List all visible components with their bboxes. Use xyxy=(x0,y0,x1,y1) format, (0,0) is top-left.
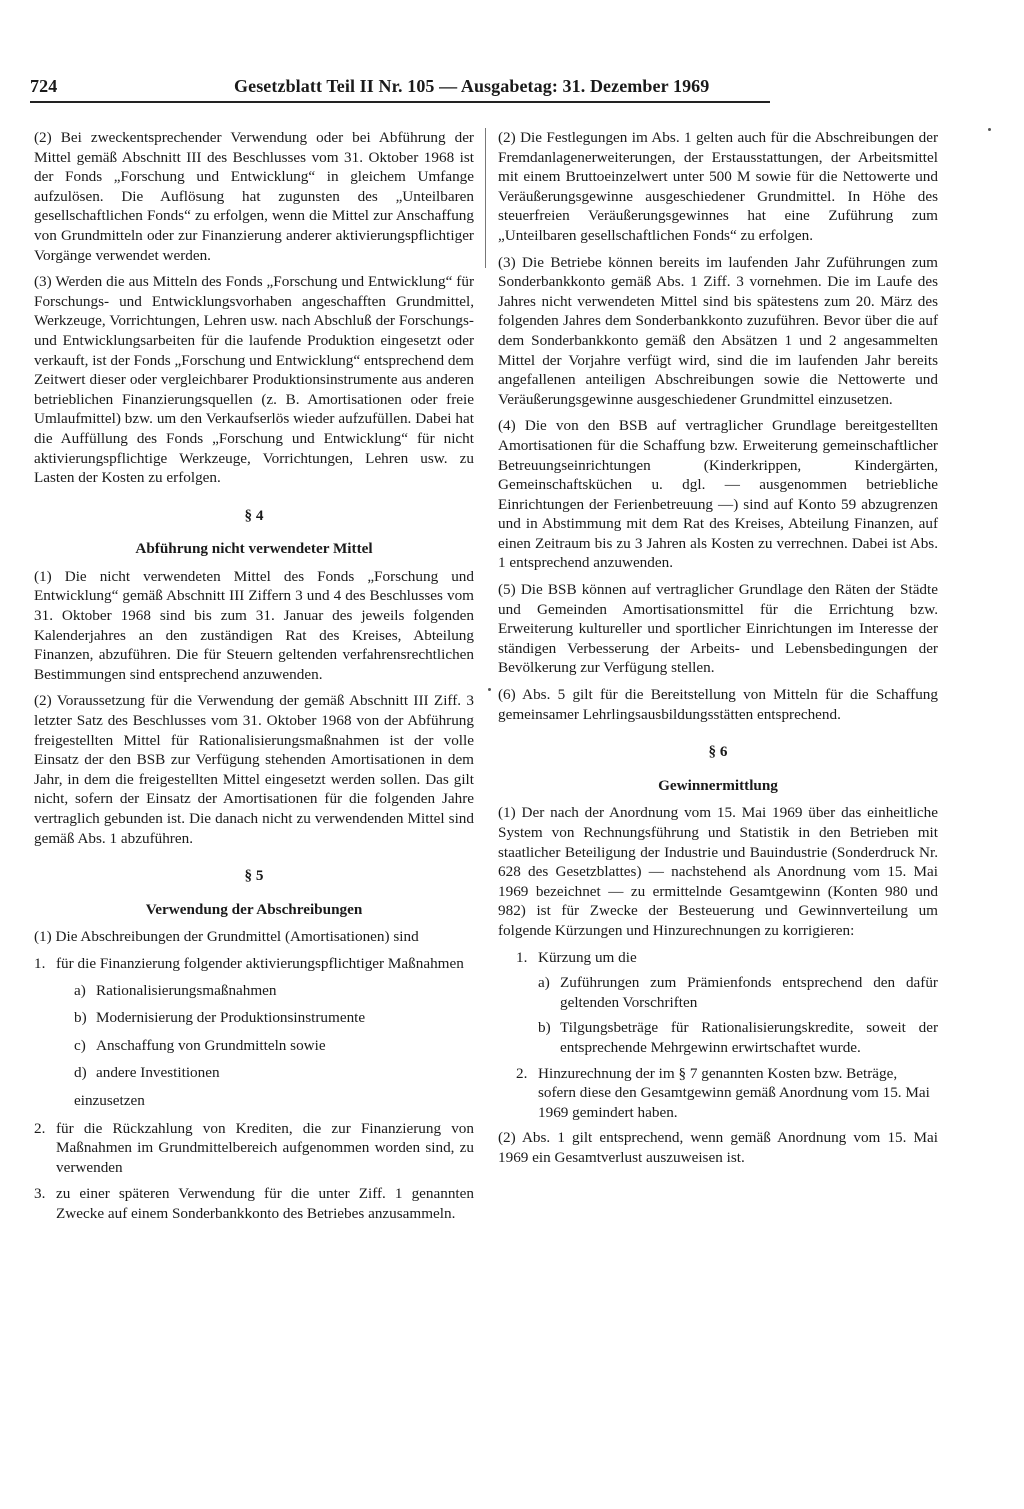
print-speck xyxy=(488,688,491,691)
header-rule xyxy=(30,101,770,103)
sublist-item-text: Zuführungen zum Prämienfonds entsprechend den dafür geltenden Vorschriften xyxy=(560,974,938,1011)
list-item xyxy=(34,1119,474,1178)
section-5-number: § 5 xyxy=(244,867,264,885)
paragraph-3: (3) Werden die aus Mitteln des Fonds „Forschung und Entwicklung“ für Forschungs- und Entwicklungsvorhaben angeschafften Grundmittel, Werkzeuge, Vorrichtungen, Lehren usw. nach Abschluß der Forschungs- und Entwicklungsarbeiten für die laufende Produktion eingesetzt oder verkauft, ist der Fonds „Forschung und Entwicklung“ entsprechend dem Zeitwert dieser oder vergleichbarer Produktionsinstrumente aus anderen betrieblichen Finanzierungsquellen (z. B. Amortisationen oder freie Umlaufmittel) bzw. um den Verkaufserlös wieder aufzufüllen. Dabei hat die Auffüllung des Fonds „Forschung und Entwicklung“ für nicht aktivierungspflichtige Werkzeuge, Vorrichtungen, Lehren usw. zu Lasten der Kosten zu erfolgen. xyxy=(34,273,474,487)
sublist-item xyxy=(34,1063,474,1083)
sublist-item xyxy=(498,1018,938,1057)
section-4-paragraph-1: (1) Die nicht verwendeten Mittel des Fonds „Forschung und Entwicklung“ gemäß Abschnitt III Ziffern 3 und 4 des Beschlusses vom 31. Oktober 1968 sind bis zum 31. Januar des jeweils folgenden Kalenderjahres an den zuständigen Rat des Kreises, Abteilung Finanzen, abzuführen. Die für Steuern geltenden verfahrensrechtlichen Bestimmungen sind entsprechend anzuwenden. xyxy=(34,567,474,683)
print-speck xyxy=(988,128,991,131)
list-marker: 2. xyxy=(516,1064,528,1082)
sublist-item xyxy=(34,1008,474,1028)
sublist-marker: d) xyxy=(74,1064,87,1082)
section-6-number: § 6 xyxy=(708,743,728,761)
list-item-text: zu einer späteren Verwendung für die unter Ziff. 1 genannten Zwecke auf einem Sonderbankkonto des Betriebes anzusammeln. xyxy=(56,1185,474,1222)
sublist-marker: b) xyxy=(538,1019,551,1037)
list-marker: 2. xyxy=(34,1119,46,1137)
list-item xyxy=(34,1184,474,1223)
list-item-text: Kürzung um die xyxy=(538,948,637,966)
list-item-text: Hinzurechnung der im § 7 genannten Kosten bzw. Beträge, sofern diese den Gesamtgewinn gemäß Anordnung vom 15. Mai 1969 gemindert haben. xyxy=(538,1064,930,1121)
right-column xyxy=(498,128,938,1175)
list-item-text: für die Finanzierung folgender aktivierungspflichtiger Maßnahmen xyxy=(56,954,464,972)
section-6-paragraph-2: (2) Abs. 1 gilt entsprechend, wenn gemäß Anordnung vom 15. Mai 1969 ein Gesamtverlust auszuweisen ist. xyxy=(498,1129,938,1166)
list-item xyxy=(498,948,938,968)
paragraph-2: (2) Bei zweckentsprechender Verwendung oder bei Abführung der Mittel gemäß Abschnitt III des Beschlusses vom 31. Oktober 1968 ist der Fonds „Forschung und Entwicklung“ in gleichem Umfange aufzulösen. Die Auflösung hat zugunsten des „Unteilbaren gesellschaftlichen Fonds“ zu erfolgen, wenn die Mittel zur Anschaffung von Grundmitteln oder zur Finanzierung anderer aktivierungspflichtiger Vorgänge verwendet werden. xyxy=(34,129,474,264)
sublist-marker: a) xyxy=(74,981,86,999)
section-4-paragraph-2: (2) Voraussetzung für die Verwendung der gemäß Abschnitt III Ziff. 3 letzter Satz des Beschlusses vom 31. Oktober 1968 von der Abführung freigestellten Mittel für Rationalisierungsmaßnahmen ist der volle Einsatz der den BSB zur Verfügung stehenden Amortisationen in dem Jahr, in dem die freigestellten Mittel eingesetzt werden sollen. Das gilt nicht, sofern der Einsatz der Amortisationen für die folgenden Jahre vertraglich gebunden ist. Die danach nicht zu verwendenden Mittel sind gemäß Abs. 1 abzuführen. xyxy=(34,692,474,847)
sublist-item-text: Rationalisierungsmaßnahmen xyxy=(96,981,277,999)
sublist-marker: a) xyxy=(538,974,550,992)
section-5-paragraph-1: (1) Die Abschreibungen der Grundmittel (Amortisationen) sind xyxy=(34,928,419,946)
section-6-paragraph-1: (1) Der nach der Anordnung vom 15. Mai 1969 über das einheitliche System von Rechnungsführung und Statistik in den Betrieben mit staatlicher Beteiligung der Industrie und Bauindustrie (Sonderdruck Nr. 628 des Gesetzblattes) — nachstehend als Anordnung vom 15. Mai 1969 bezeichnet — zu ermittelnde Gesamtgewinn (Konten 980 und 982) ist für Zwecke der Besteuerung und Gewinnverteilung um folgende Kürzungen und Hinzurechnungen zu korrigieren: xyxy=(498,804,938,939)
sublist-item-text: Tilgungsbeträge für Rationalisierungskredite, soweit der entsprechende Mehrgewinn erwirtschaftet wurde. xyxy=(560,1019,938,1056)
sublist-item-text: Modernisierung der Produktionsinstrumente xyxy=(96,1009,366,1027)
running-title: Gesetzblatt Teil II Nr. 105 — Ausgabetag: 31. Dezember 1969 xyxy=(234,76,710,96)
list-item-text: für die Rückzahlung von Krediten, die zur Finanzierung von Maßnahmen im Grundmittelbereich aufgenommen worden sind, zu verwenden xyxy=(56,1119,474,1176)
sublist-item xyxy=(498,973,938,1012)
list-item xyxy=(498,1064,938,1123)
left-column xyxy=(34,128,474,1231)
sublist-item-text: andere Investitionen xyxy=(96,1064,220,1082)
list-item xyxy=(34,954,474,974)
paragraph-4: (4) Die von den BSB auf vertraglicher Grundlage bereitgestellten Amortisationen für die Schaffung bzw. Erweiterung gemeinschaftlicher Betreuungseinrichtungen (Kinderkrippen, Kindergärten, Gemeinschaftsküchen u. dgl. — ausgenommen betriebliche Einrichtungen der Ferienbetreuung —) sind auf Konto 59 abzugrenzen und in Abstimmung mit dem Rat des Kreises, Abteilung Finanzen, auf einen Zeitraum bis zu 3 Jahren als Kosten zu verrechnen. Dabei ist Abs. 1 entsprechend anzuwenden. xyxy=(498,417,938,572)
list-marker: 3. xyxy=(34,1185,46,1203)
section-4-title: Abführung nicht verwendeter Mittel xyxy=(135,540,373,558)
paragraph-5: (5) Die BSB können auf vertraglicher Grundlage den Räten der Städte und Gemeinden Amortisationsmittel für die Errichtung bzw. Erweiterung kultureller und sportlicher Einrichtungen im Interesse der ständigen Verbesserung der Arbeits- und Lebensbedingungen der Bevölkerung zur Verfügung stellen. xyxy=(498,581,938,677)
page-header xyxy=(30,76,770,100)
section-5-title: Verwendung der Abschreibungen xyxy=(145,900,363,918)
list-marker: 1. xyxy=(34,954,46,972)
list-marker: 1. xyxy=(516,948,528,966)
section-6-title: Gewinnermittlung xyxy=(658,776,778,794)
sublist-item xyxy=(34,1036,474,1056)
section-4-number: § 4 xyxy=(244,506,264,524)
column-divider xyxy=(485,128,486,268)
sublist-item-text: Anschaffung von Grundmitteln sowie xyxy=(96,1036,326,1054)
paragraph-3: (3) Die Betriebe können bereits im laufenden Jahr Zuführungen zum Sonderbankkonto gemäß Abs. 1 Ziff. 3 vornehmen. Die im Laufe des Jahres nicht verwendeten Mittel sind bis spätestens zum 20. März des folgenden Jahres dem Sonderbankkonto zuzuführen. Bevor über die auf dem Sonderbankkonto gemäß den Absätzen 1 und 2 angesammelten Mittel der Vorjahre verfügt wird, sind die im laufenden Jahr bereits angefallenen anteiligen Abschreibungen sowie die Nettowerte und Veräußerungsgewinne ausgeschiedener Grundmittel einzusetzen. xyxy=(498,253,938,408)
page-number: 724 xyxy=(30,76,58,96)
sublist-marker: b) xyxy=(74,1009,87,1027)
list-continuation: einzusetzen xyxy=(74,1091,145,1109)
paragraph-6: (6) Abs. 5 gilt für die Bereitstellung von Mitteln für die Schaffung gemeinsamer Lehrlingsausbildungsstätten entsprechend. xyxy=(498,686,938,723)
paragraph-2: (2) Die Festlegungen im Abs. 1 gelten auch für die Abschreibungen der Fremdanlagenerweiterungen, der Erstausstattungen, der Arbeitsmittel mit einem Bruttoeinzelwert unter 500 M sowie für die Nettowerte und Veräußerungsgewinne ausgeschiedener Grundmittel. In Höhe des steuerfreien Veräußerungsgewinnes hat eine Zuführung zum „Unteilbaren gesellschaftlichen Fonds“ zu erfolgen. xyxy=(498,129,938,244)
sublist-marker: c) xyxy=(74,1036,86,1054)
sublist-item xyxy=(34,981,474,1001)
